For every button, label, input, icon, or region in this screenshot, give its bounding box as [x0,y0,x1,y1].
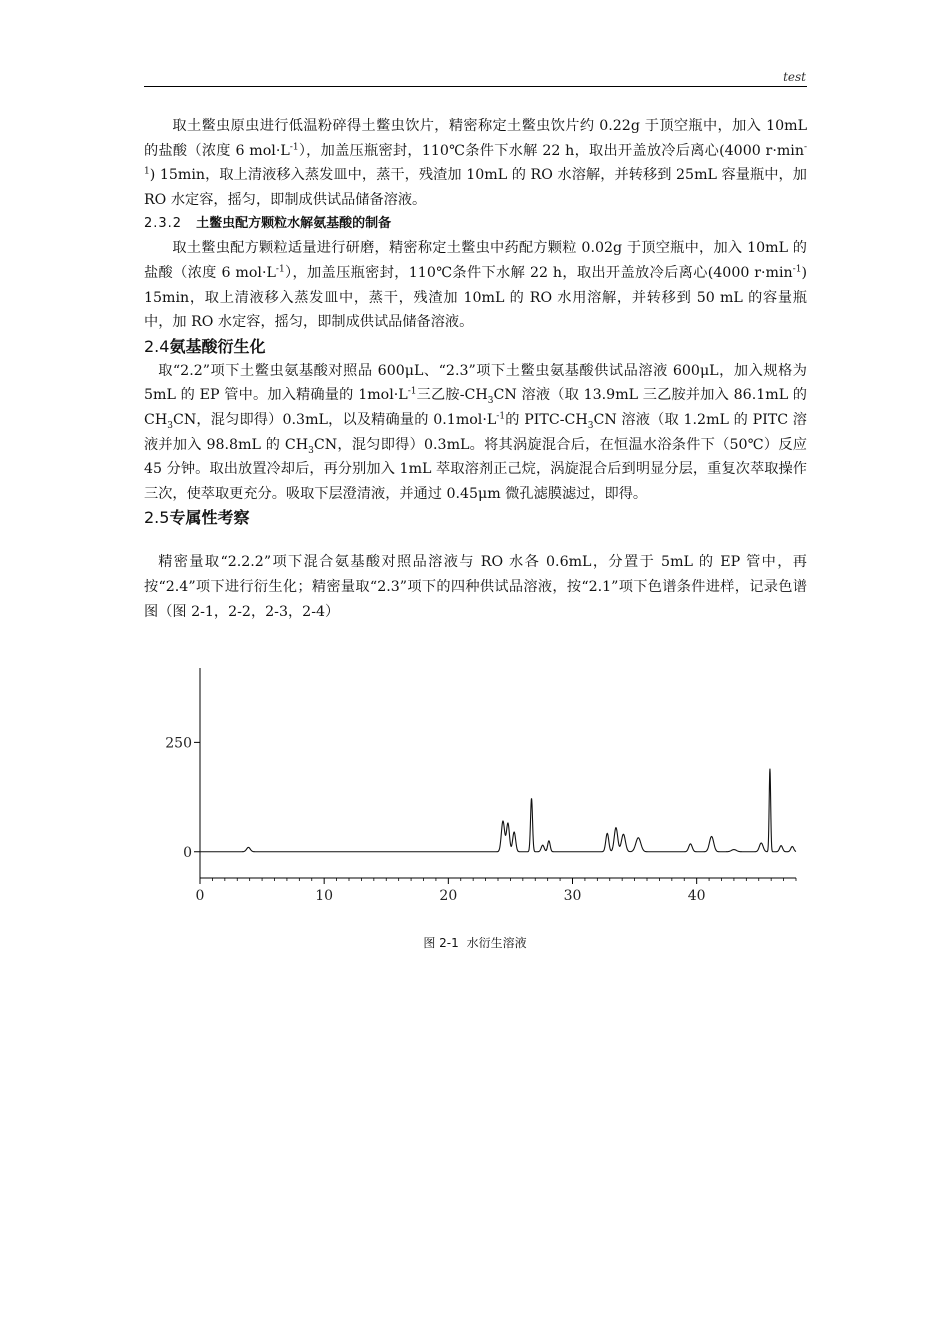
paragraph-specificity: 精密量取“2.2.2”项下混合氨基酸对照品溶液与 RO 水各 0.6mL，分置于 5mL 的 EP 管中，再按“2.4”项下进行衍生化；精密量取“2.3”项下的四种供试品溶液，按“2.1”项下色谱条件进样，记录色谱图（图 2-1，2-2，2-3，2-4） [144,554,807,620]
heading-number: 2.5 [144,508,170,528]
superscript: -1 [289,141,299,152]
heading-number: 2.3.2 [144,216,183,232]
x-tick-label: 30 [563,888,582,904]
text: ) 15min，取上清液移入蒸发皿中，蒸干，残渣加 10mL 的 RO 水溶解，并转移到 25mL 容量瓶中，加 RO 水定容，摇匀，即制成供试品储备溶液。 [144,167,807,208]
paragraph-derivatization [144,359,807,507]
superscript: -1 [144,141,808,177]
text: ），加盖压瓶密封，110℃条件下水解 22 h，取出开盖放冷后离心(4000 r·min [284,264,793,281]
x-tick-label: 40 [687,888,706,904]
text: 的 PITC-CH [505,411,588,428]
subscript: 3 [308,445,314,456]
paragraph-sample-prep [144,114,807,212]
superscript: -1 [792,264,802,275]
figure-number: 图 2-1 [423,936,459,950]
heading-2-3-2 [144,212,807,236]
header-rule [144,86,807,87]
text: 取“2.2”项下土鳖虫氨基酸对照品 600μL、“2.3”项下土鳖虫氨基酸供试品溶液 600μL，加入规格为 5mL 的 EP 管中。加入精确量的 1mol·L [144,362,807,404]
text: CN，混匀即得）0.3mL，以及精确量的 0.1mol·L [172,411,497,428]
chromatogram-chart [160,660,820,910]
heading-2-4 [144,335,807,359]
subscript: 3 [587,420,594,431]
heading-2-5 [144,506,807,530]
figure-title: 水衍生溶液 [466,936,527,950]
running-header: test [783,70,806,84]
subscript: 3 [487,396,494,407]
text: 取土鳖虫配方颗粒适量进行研磨，精密称定土鳖虫中药配方颗粒 0.02g 于顶空瓶中，加入 10mL 的盐酸（浓度 6 mol·L [144,240,807,281]
text: CN 溶液（取 13.9mL 三乙胺并加入 86.1mL 的 CH [144,387,807,428]
figure-caption [0,934,950,951]
superscript: -1 [407,386,417,397]
heading-title: 专属性考察 [169,508,250,528]
subscript: 3 [167,420,173,431]
x-tick-label: 0 [195,888,205,904]
text: ），加盖压瓶密封，110℃条件下水解 22 h，取出开盖放冷后离心(4000 r·min [298,142,804,159]
text: CN 溶液（取 1.2mL 的 PITC 溶液并加入 98.8mL 的 CH [144,411,807,453]
chromatogram-trace [200,769,796,852]
heading-title: 土鳖虫配方颗粒水解氨基酸的制备 [196,216,392,232]
paragraph-granule-prep [144,236,807,334]
document-body [144,114,807,624]
heading-number: 2.4 [144,336,170,356]
x-tick-label: 10 [315,888,334,904]
y-tick-label: 0 [183,844,192,861]
heading-title: 氨基酸衍生化 [169,336,266,356]
superscript: -1 [496,411,506,422]
text: 取土鳖虫原虫进行低温粉碎得土鳖虫饮片，精密称定土鳖虫饮片约 0.22g 于顶空瓶中，加入 10mL 的盐酸（浓度 6 mol·L [144,118,807,159]
text: ) 15min，取上清液移入蒸发皿中，蒸干，残渣加 10mL 的 RO 水用溶解，并转移到 50 mL 的容量瓶中，加 RO 水定容，摇匀，即制成供试品储备溶液。 [144,264,807,331]
superscript: -1 [275,264,285,275]
text: CN，混匀即得）0.3mL。将其涡旋混合后，在恒温水浴条件下（50℃）反应 45 分钟。取出放置冷却后，再分别加入 1mL 萃取溶剂正己烷，涡旋混合后到明显分层，重复次萃取操作三次，使萃取更充分。吸取下层澄清液，并通过 0.45μm 微孔滤膜滤过，即得。 [144,436,807,502]
x-tick-label: 20 [439,888,458,904]
text: 三乙胺-CH [416,387,488,404]
y-tick-label: 250 [165,735,192,752]
spacer [144,530,807,550]
